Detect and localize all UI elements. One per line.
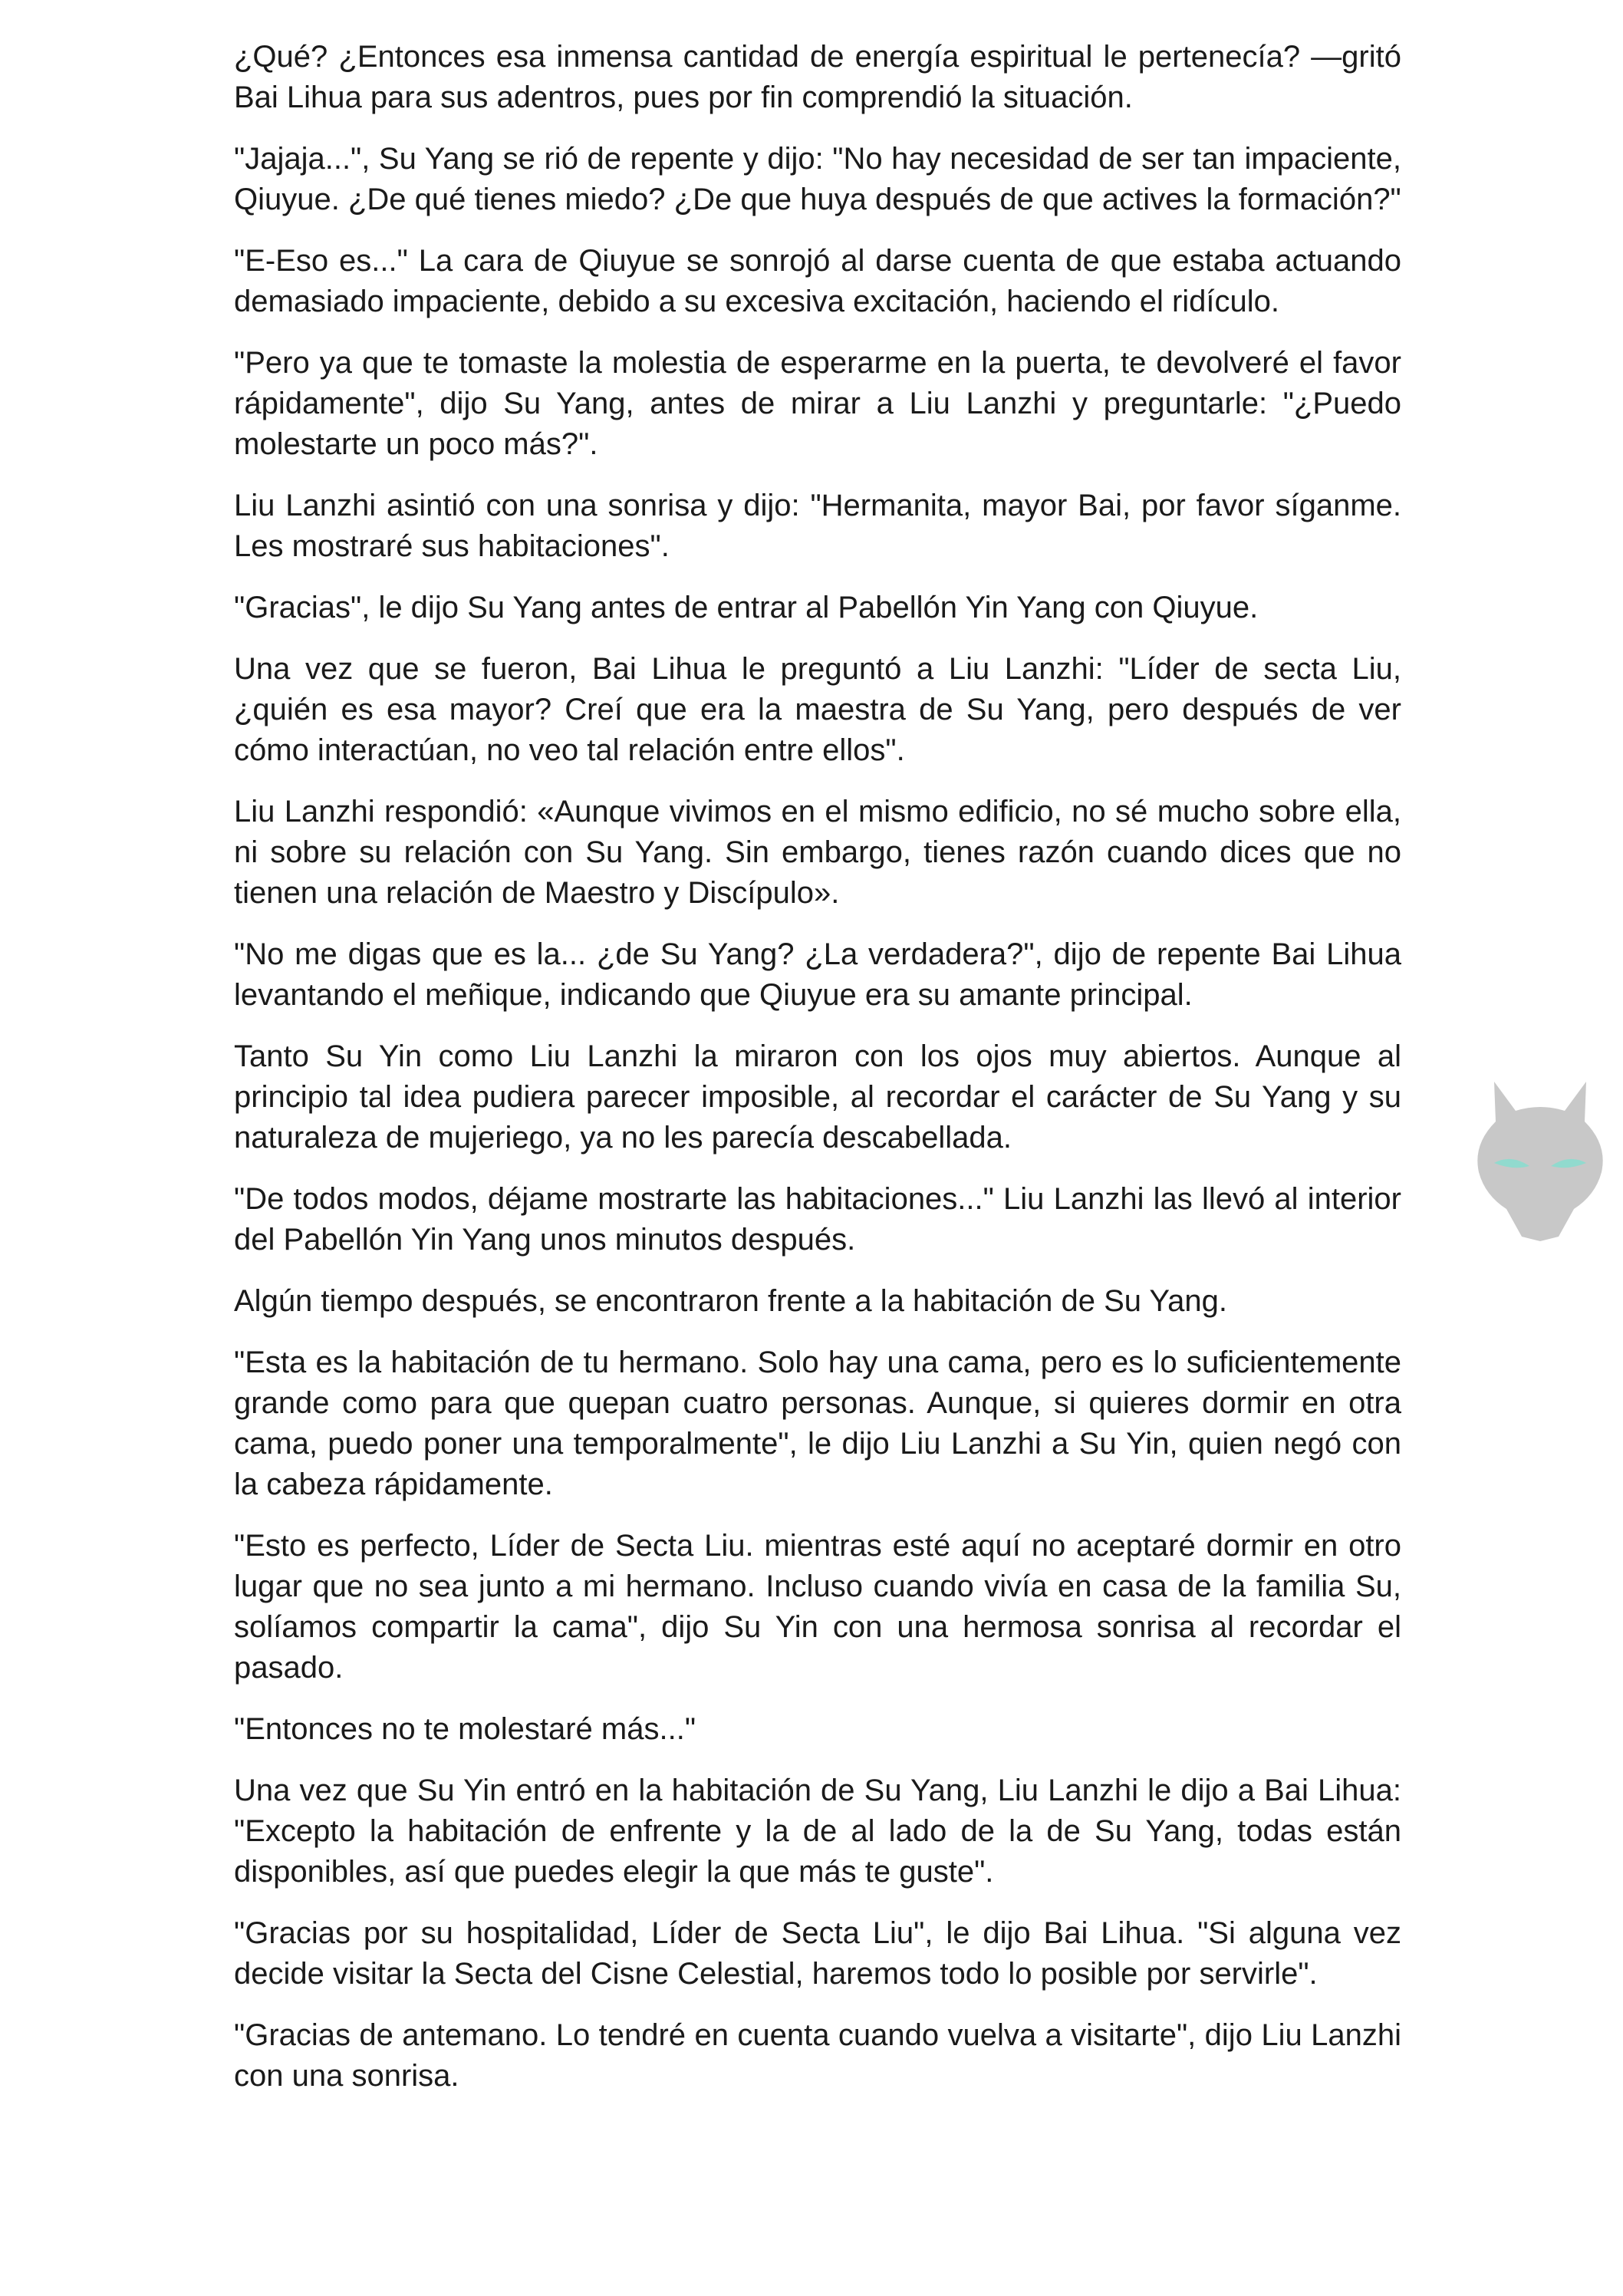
paragraph-13: "Esta es la habitación de tu hermano. Solo hay una cama, pero es lo suficientemente grande como para que quepan cuatro personas. Aunque, si quieres dormir en otra cama, puedo poner una temporalmente", le dijo Liu Lanzhi a Su Yin, quien negó con la cabeza rápidamente. — [234, 1346, 1401, 1501]
paragraph-10: Tanto Su Yin como Liu Lanzhi la miraron con los ojos muy abiertos. Aunque al principio tal idea pudiera parecer imposible, al recordar el carácter de Su Yang y su naturaleza de mujeriego, ya no les parecía descabellada. — [234, 1039, 1401, 1155]
paragraph-12: Algún tiempo después, se encontraron frente a la habitación de Su Yang. — [234, 1284, 1227, 1318]
paragraph-2: "Jajaja...", Su Yang se rió de repente y dijo: "No hay necesidad de ser tan impaciente, Qiuyue. ¿De qué tienes miedo? ¿De que huya después de que actives la formación?" — [234, 142, 1401, 216]
paragraph-18: "Gracias de antemano. Lo tendré en cuenta cuando vuelva a visitarte", dijo Liu Lanzhi con una sonrisa. — [234, 2018, 1401, 2093]
demon-head-icon — [1471, 1074, 1609, 1243]
paragraph-3: "E-Eso es..." La cara de Qiuyue se sonrojó al darse cuenta de que estaba actuando demasiado impaciente, debido a su excesiva excitación, haciendo el ridículo. — [234, 244, 1401, 318]
document-page — [234, 37, 1401, 2117]
paragraph-8: Liu Lanzhi respondió: «Aunque vivimos en el mismo edificio, no sé mucho sobre ella, ni sobre su relación con Su Yang. Sin embargo, tienes razón cuando dices que no tienen una relación de Maestro y Discípulo». — [234, 795, 1401, 910]
paragraph-16: Una vez que Su Yin entró en la habitación de Su Yang, Liu Lanzhi le dijo a Bai Lihua: "Excepto la habitación de enfrente y la de al lado de la de Su Yang, todas están disponibles, así que puedes elegir la que más te guste". — [234, 1774, 1401, 1889]
paragraph-5: Liu Lanzhi asintió con una sonrisa y dijo: "Hermanita, mayor Bai, por favor síganme. Les mostraré sus habitaciones". — [234, 489, 1401, 563]
paragraph-1: ¿Qué? ¿Entonces esa inmensa cantidad de energía espiritual le pertenecía? —gritó Bai Lihua para sus adentros, pues por fin comprendió la situación. — [234, 40, 1401, 114]
paragraph-7: Una vez que se fueron, Bai Lihua le preguntó a Liu Lanzhi: "Líder de secta Liu, ¿quién es esa mayor? Creí que era la maestra de Su Yang, pero después de ver cómo interactúan, no veo tal relación entre ellos". — [234, 652, 1401, 767]
paragraph-14: "Esto es perfecto, Líder de Secta Liu. mientras esté aquí no aceptaré dormir en otro lugar que no sea junto a mi hermano. Incluso cuando vivía en casa de la familia Su, solíamos compartir la cama", dijo Su Yin con una hermosa sonrisa al recordar el pasado. — [234, 1529, 1401, 1685]
paragraph-9: "No me digas que es la... ¿de Su Yang? ¿La verdadera?", dijo de repente Bai Lihua levantando el meñique, indicando que Qiuyue era su amante principal. — [234, 937, 1401, 1012]
paragraph-17: "Gracias por su hospitalidad, Líder de Secta Liu", le dijo Bai Lihua. "Si alguna vez decide visitar la Secta del Cisne Celestial, haremos todo lo posible por servirle". — [234, 1916, 1401, 1991]
paragraph-4: "Pero ya que te tomaste la molestia de esperarme en la puerta, te devolveré el favor rápidamente", dijo Su Yang, antes de mirar a Liu Lanzhi y preguntarle: "¿Puedo molestarte un poco más?". — [234, 346, 1401, 461]
paragraph-11: "De todos modos, déjame mostrarte las habitaciones..." Liu Lanzhi las llevó al interior del Pabellón Yin Yang unos minutos después. — [234, 1182, 1401, 1257]
paragraph-6: "Gracias", le dijo Su Yang antes de entrar al Pabellón Yin Yang con Qiuyue. — [234, 591, 1259, 624]
paragraph-15: "Entonces no te molestaré más..." — [234, 1712, 696, 1746]
